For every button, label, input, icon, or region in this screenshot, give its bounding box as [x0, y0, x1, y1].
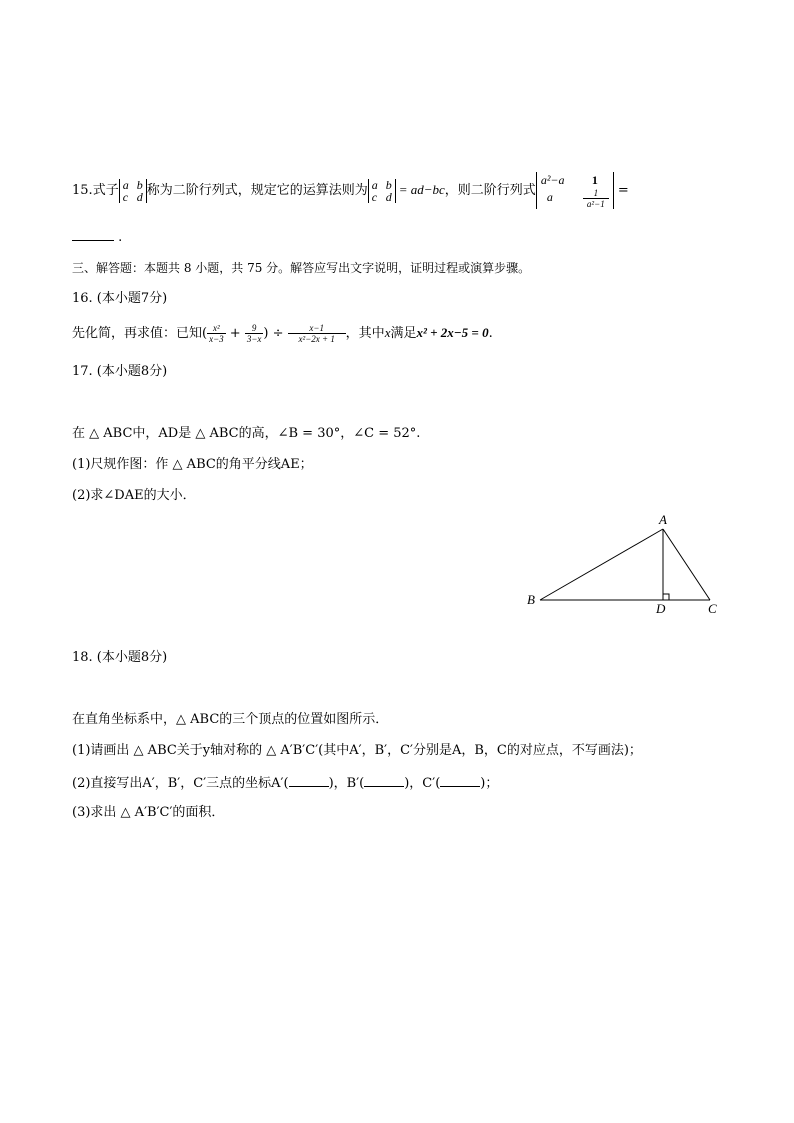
- blank-a-prime: [289, 774, 329, 787]
- section-3-heading: 三、解答题：本题共 8 小题，共 75 分。解答应写出文字说明，证明过程或演算步骤。: [72, 261, 531, 275]
- q15-line: [72, 172, 629, 212]
- right-angle-mark: [663, 594, 669, 600]
- q15-text-2: 称为二阶行列式，规定它的运算法则为: [146, 183, 368, 198]
- q16-body: [72, 318, 493, 352]
- q16-variable: x: [384, 325, 391, 340]
- q16-heading: 16. (本小题7分): [72, 291, 168, 306]
- determinant-3: a²−a 1 a $\frac{1}{\text{a²−1}}$: [536, 172, 614, 209]
- label-a: A: [659, 512, 667, 527]
- q15-text-3: ，则二阶行列式: [444, 183, 536, 198]
- side-ac: [663, 529, 710, 600]
- blank-b-prime: [364, 774, 404, 787]
- q15-text-1: 式子: [92, 183, 119, 198]
- q16-plus: +: [229, 326, 241, 341]
- side-ba: [540, 529, 663, 600]
- label-c: C: [708, 601, 717, 616]
- fraction-3: $\frac{x-1}{\text{x²−2x + 1}}$: [288, 323, 346, 344]
- fraction-2: $\frac{9}{3-x}$: [246, 323, 262, 344]
- q15-answer-blank: [72, 228, 114, 241]
- q17-heading: 17. (本小题8分): [72, 364, 168, 379]
- q17-para-3: (2)求∠DAE的大小．: [72, 488, 196, 503]
- q16-text-1: 先化简，再求值：已知(: [72, 326, 208, 341]
- q18-para-4: (3)求出 △ A′B′C′的面积．: [72, 805, 225, 820]
- q15-period: .: [118, 230, 123, 245]
- q18-para-3: (2)直接写出A′，B′，C′三点的坐标A′( )，B′( )，C′( )；: [72, 776, 499, 791]
- q16-text-2: ，其中: [345, 326, 385, 341]
- q18-para-1: 在直角坐标系中，△ ABC的三个顶点的位置如图所示．: [72, 712, 389, 727]
- q15-answer-line: [72, 228, 122, 246]
- label-b: B: [527, 592, 535, 607]
- blank-c-prime: [440, 774, 480, 787]
- q16-end: .: [488, 326, 493, 341]
- q15-equals: =: [617, 183, 629, 198]
- fraction-1: $\frac{\text{x²}}{x-3}$: [209, 323, 224, 344]
- q18-para-2: (1)请画出 △ ABC关于y轴对称的 △ A′B′C′(其中A′，B′，C′分别是A，B，C的对应点，不写画法)；: [72, 743, 642, 758]
- q18-heading: 18. (本小题8分): [72, 650, 168, 665]
- q17-para-2: (1)尺规作图：作 △ ABC的角平分线AE；: [72, 457, 313, 472]
- q16-condition: x² + 2x−5 = 0: [416, 325, 489, 340]
- q16-divide: ) ÷: [263, 326, 284, 341]
- determinant-1: a b c d: [119, 179, 147, 203]
- determinant-2: a b c d: [368, 179, 396, 203]
- q15-rule: = ad−bc: [398, 182, 445, 197]
- label-d: D: [656, 601, 666, 616]
- q16-text-3: 满足: [390, 326, 417, 341]
- q17-para-1: 在 △ ABC中，AD是 △ ABC的高，∠B = 30°，∠C = 52°.: [72, 426, 421, 441]
- triangle-figure: [520, 510, 730, 620]
- q15-number: 15.: [72, 183, 93, 198]
